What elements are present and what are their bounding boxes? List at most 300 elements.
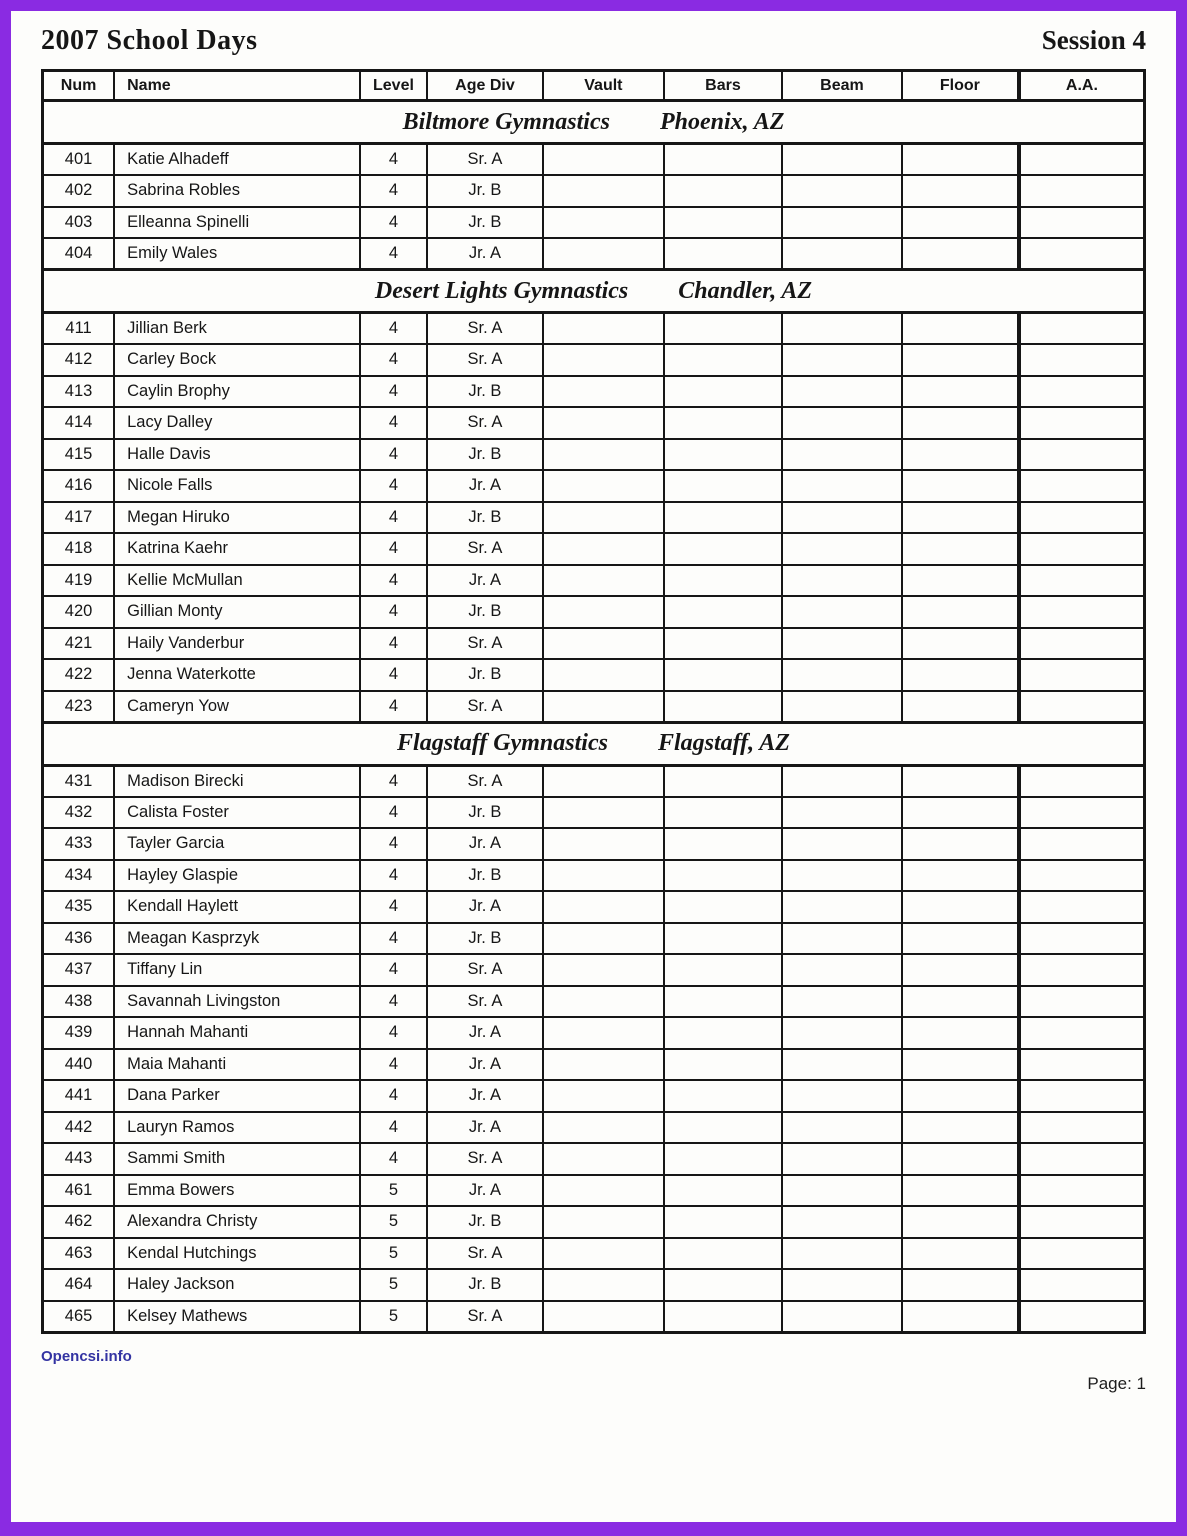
cell-age-div: Jr. A (427, 238, 543, 270)
cell-bars (664, 1143, 782, 1175)
cell-aa (1019, 175, 1145, 207)
cell-bars (664, 1080, 782, 1112)
cell-floor (902, 470, 1019, 502)
cell-name: Tayler Garcia (114, 828, 360, 860)
cell-level: 4 (360, 923, 427, 955)
cell-aa (1019, 691, 1145, 723)
cell-name: Halle Davis (114, 439, 360, 471)
table-row (43, 659, 1145, 691)
cell-age-div: Sr. A (427, 533, 543, 565)
cell-num: 465 (43, 1301, 115, 1333)
cell-beam (782, 891, 902, 923)
table-row (43, 407, 1145, 439)
cell-age-div: Jr. B (427, 923, 543, 955)
cell-vault (543, 1206, 664, 1238)
cell-level: 4 (360, 1080, 427, 1112)
gym-section-row (43, 722, 1145, 765)
cell-aa (1019, 1143, 1145, 1175)
session-label: Session 4 (1041, 25, 1146, 55)
cell-bars (664, 1049, 782, 1081)
table-row (43, 207, 1145, 239)
cell-bars (664, 628, 782, 660)
table-row (43, 1175, 1145, 1207)
cell-vault (543, 659, 664, 691)
cell-beam (782, 596, 902, 628)
cell-aa (1019, 376, 1145, 408)
cell-floor (902, 1206, 1019, 1238)
cell-vault (543, 891, 664, 923)
cell-bars (664, 860, 782, 892)
cell-beam (782, 175, 902, 207)
cell-level: 4 (360, 797, 427, 829)
cell-num: 442 (43, 1112, 115, 1144)
cell-aa (1019, 860, 1145, 892)
cell-age-div: Sr. A (427, 691, 543, 723)
table-row (43, 828, 1145, 860)
cell-vault (543, 1238, 664, 1270)
cell-beam (782, 1080, 902, 1112)
cell-name: Katie Alhadeff (114, 144, 360, 176)
column-header-aa: A.A. (1019, 71, 1145, 101)
cell-aa (1019, 923, 1145, 955)
cell-age-div: Jr. B (427, 860, 543, 892)
cell-age-div: Jr. A (427, 1175, 543, 1207)
cell-age-div: Jr. B (427, 659, 543, 691)
cell-vault (543, 1175, 664, 1207)
cell-aa (1019, 596, 1145, 628)
cell-floor (902, 1143, 1019, 1175)
cell-floor (902, 1301, 1019, 1333)
cell-aa (1019, 954, 1145, 986)
site-link[interactable]: Opencsi.info (41, 1347, 132, 1365)
cell-num: 417 (43, 502, 115, 534)
cell-name: Savannah Livingston (114, 986, 360, 1018)
cell-aa (1019, 565, 1145, 597)
cell-name: Katrina Kaehr (114, 533, 360, 565)
cell-level: 4 (360, 1049, 427, 1081)
cell-age-div: Sr. A (427, 628, 543, 660)
cell-num: 439 (43, 1017, 115, 1049)
cell-vault (543, 533, 664, 565)
cell-vault (543, 1143, 664, 1175)
cell-level: 5 (360, 1175, 427, 1207)
cell-floor (902, 986, 1019, 1018)
cell-floor (902, 376, 1019, 408)
cell-beam (782, 313, 902, 345)
cell-name: Jillian Berk (114, 313, 360, 345)
cell-age-div: Jr. B (427, 207, 543, 239)
cell-aa (1019, 533, 1145, 565)
cell-age-div: Jr. A (427, 1112, 543, 1144)
cell-bars (664, 1238, 782, 1270)
cell-beam (782, 691, 902, 723)
cell-floor (902, 1080, 1019, 1112)
cell-floor (902, 659, 1019, 691)
cell-name: Haily Vanderbur (114, 628, 360, 660)
cell-floor (902, 1175, 1019, 1207)
cell-num: 441 (43, 1080, 115, 1112)
cell-num: 418 (43, 533, 115, 565)
cell-level: 4 (360, 238, 427, 270)
cell-name: Elleanna Spinelli (114, 207, 360, 239)
cell-floor (902, 1049, 1019, 1081)
cell-age-div: Jr. A (427, 891, 543, 923)
cell-beam (782, 238, 902, 270)
table-row (43, 797, 1145, 829)
cell-floor (902, 439, 1019, 471)
cell-beam (782, 1269, 902, 1301)
cell-floor (902, 565, 1019, 597)
cell-age-div: Jr. B (427, 376, 543, 408)
cell-floor (902, 860, 1019, 892)
cell-beam (782, 923, 902, 955)
table-row (43, 1017, 1145, 1049)
cell-bars (664, 923, 782, 955)
cell-bars (664, 344, 782, 376)
cell-name: Emma Bowers (114, 1175, 360, 1207)
column-header-age-div: Age Div (427, 71, 543, 101)
cell-level: 4 (360, 986, 427, 1018)
cell-num: 437 (43, 954, 115, 986)
cell-name: Cameryn Yow (114, 691, 360, 723)
cell-num: 401 (43, 144, 115, 176)
cell-beam (782, 1112, 902, 1144)
column-header-level: Level (360, 71, 427, 101)
gym-section-row (43, 101, 1145, 144)
table-row (43, 891, 1145, 923)
cell-floor (902, 502, 1019, 534)
cell-vault (543, 1080, 664, 1112)
column-header-beam: Beam (782, 71, 902, 101)
cell-aa (1019, 470, 1145, 502)
cell-age-div: Jr. A (427, 565, 543, 597)
cell-aa (1019, 828, 1145, 860)
cell-vault (543, 1049, 664, 1081)
table-row (43, 691, 1145, 723)
column-header-name: Name (114, 71, 360, 101)
table-row (43, 439, 1145, 471)
table-row (43, 502, 1145, 534)
cell-bars (664, 175, 782, 207)
cell-level: 4 (360, 565, 427, 597)
column-header-num: Num (43, 71, 115, 101)
cell-vault (543, 986, 664, 1018)
cell-vault (543, 1017, 664, 1049)
table-row (43, 565, 1145, 597)
cell-num: 416 (43, 470, 115, 502)
cell-level: 4 (360, 954, 427, 986)
cell-vault (543, 470, 664, 502)
cell-num: 463 (43, 1238, 115, 1270)
cell-level: 4 (360, 659, 427, 691)
cell-num: 443 (43, 1143, 115, 1175)
table-row (43, 344, 1145, 376)
cell-name: Lacy Dalley (114, 407, 360, 439)
table-row (43, 596, 1145, 628)
cell-vault (543, 175, 664, 207)
cell-num: 421 (43, 628, 115, 660)
cell-age-div: Sr. A (427, 1143, 543, 1175)
page-footer (41, 1348, 1146, 1394)
cell-floor (902, 691, 1019, 723)
cell-beam (782, 1143, 902, 1175)
cell-level: 5 (360, 1206, 427, 1238)
cell-vault (543, 439, 664, 471)
cell-beam (782, 765, 902, 797)
cell-num: 462 (43, 1206, 115, 1238)
cell-age-div: Sr. A (427, 313, 543, 345)
cell-num: 440 (43, 1049, 115, 1081)
cell-name: Nicole Falls (114, 470, 360, 502)
cell-num: 431 (43, 765, 115, 797)
cell-name: Dana Parker (114, 1080, 360, 1112)
cell-floor (902, 207, 1019, 239)
cell-bars (664, 797, 782, 829)
cell-beam (782, 1017, 902, 1049)
cell-num: 402 (43, 175, 115, 207)
table-row (43, 1269, 1145, 1301)
cell-age-div: Jr. B (427, 439, 543, 471)
cell-aa (1019, 344, 1145, 376)
cell-name: Sabrina Robles (114, 175, 360, 207)
cell-beam (782, 1049, 902, 1081)
table-row (43, 628, 1145, 660)
table-row (43, 860, 1145, 892)
cell-num: 438 (43, 986, 115, 1018)
cell-num: 404 (43, 238, 115, 270)
cell-level: 4 (360, 1017, 427, 1049)
cell-bars (664, 470, 782, 502)
cell-aa (1019, 797, 1145, 829)
cell-floor (902, 954, 1019, 986)
cell-name: Lauryn Ramos (114, 1112, 360, 1144)
cell-beam (782, 439, 902, 471)
cell-bars (664, 1175, 782, 1207)
cell-vault (543, 797, 664, 829)
cell-floor (902, 797, 1019, 829)
table-row (43, 1080, 1145, 1112)
table-row (43, 765, 1145, 797)
cell-num: 415 (43, 439, 115, 471)
cell-vault (543, 954, 664, 986)
cell-bars (664, 565, 782, 597)
cell-bars (664, 207, 782, 239)
cell-bars (664, 238, 782, 270)
cell-aa (1019, 628, 1145, 660)
cell-vault (543, 407, 664, 439)
table-row (43, 175, 1145, 207)
cell-aa (1019, 1301, 1145, 1333)
cell-num: 423 (43, 691, 115, 723)
cell-beam (782, 407, 902, 439)
gym-name: Biltmore Gymnastics (402, 108, 610, 135)
cell-floor (902, 1269, 1019, 1301)
cell-bars (664, 691, 782, 723)
cell-aa (1019, 502, 1145, 534)
cell-num: 420 (43, 596, 115, 628)
cell-floor (902, 923, 1019, 955)
table-row (43, 923, 1145, 955)
cell-age-div: Jr. A (427, 1017, 543, 1049)
cell-level: 4 (360, 439, 427, 471)
table-row (43, 313, 1145, 345)
cell-level: 4 (360, 470, 427, 502)
cell-beam (782, 565, 902, 597)
cell-vault (543, 1301, 664, 1333)
cell-age-div: Jr. B (427, 596, 543, 628)
cell-bars (664, 407, 782, 439)
cell-age-div: Jr. B (427, 502, 543, 534)
cell-aa (1019, 986, 1145, 1018)
cell-level: 4 (360, 313, 427, 345)
cell-level: 4 (360, 376, 427, 408)
cell-level: 4 (360, 1143, 427, 1175)
cell-floor (902, 344, 1019, 376)
cell-num: 436 (43, 923, 115, 955)
cell-num: 413 (43, 376, 115, 408)
cell-aa (1019, 1017, 1145, 1049)
cell-level: 4 (360, 207, 427, 239)
cell-num: 434 (43, 860, 115, 892)
cell-vault (543, 596, 664, 628)
gym-location: Phoenix, AZ (659, 108, 785, 135)
cell-level: 4 (360, 596, 427, 628)
page-number: Page: 1 (1087, 1373, 1146, 1393)
table-row (43, 1238, 1145, 1270)
gym-location: Chandler, AZ (678, 277, 813, 304)
cell-aa (1019, 313, 1145, 345)
cell-bars (664, 1206, 782, 1238)
cell-age-div: Jr. A (427, 828, 543, 860)
cell-name: Tiffany Lin (114, 954, 360, 986)
cell-age-div: Jr. A (427, 1080, 543, 1112)
cell-beam (782, 207, 902, 239)
gym-location: Flagstaff, AZ (657, 730, 790, 756)
cell-floor (902, 144, 1019, 176)
table-row (43, 470, 1145, 502)
cell-name: Gillian Monty (114, 596, 360, 628)
cell-age-div: Jr. B (427, 1206, 543, 1238)
cell-bars (664, 986, 782, 1018)
cell-name: Caylin Brophy (114, 376, 360, 408)
cell-floor (902, 628, 1019, 660)
gym-name: Flagstaff Gymnastics (397, 730, 608, 756)
cell-bars (664, 891, 782, 923)
cell-vault (543, 207, 664, 239)
cell-vault (543, 1269, 664, 1301)
cell-name: Kendal Hutchings (114, 1238, 360, 1270)
cell-num: 411 (43, 313, 115, 345)
cell-beam (782, 659, 902, 691)
column-header-row (43, 71, 1145, 101)
cell-level: 4 (360, 628, 427, 660)
table-row (43, 1206, 1145, 1238)
cell-level: 4 (360, 765, 427, 797)
cell-num: 403 (43, 207, 115, 239)
table-row (43, 238, 1145, 270)
cell-name: Maia Mahanti (114, 1049, 360, 1081)
table-row (43, 533, 1145, 565)
cell-aa (1019, 891, 1145, 923)
cell-beam (782, 1206, 902, 1238)
table-row (43, 986, 1145, 1018)
cell-num: 419 (43, 565, 115, 597)
cell-vault (543, 828, 664, 860)
cell-bars (664, 313, 782, 345)
cell-beam (782, 144, 902, 176)
cell-age-div: Jr. B (427, 1269, 543, 1301)
cell-vault (543, 691, 664, 723)
cell-beam (782, 860, 902, 892)
cell-aa (1019, 1112, 1145, 1144)
cell-age-div: Sr. A (427, 144, 543, 176)
cell-floor (902, 596, 1019, 628)
cell-age-div: Sr. A (427, 765, 543, 797)
cell-age-div: Sr. A (427, 1238, 543, 1270)
cell-level: 4 (360, 407, 427, 439)
cell-age-div: Sr. A (427, 986, 543, 1018)
cell-level: 5 (360, 1269, 427, 1301)
cell-level: 4 (360, 691, 427, 723)
cell-name: Emily Wales (114, 238, 360, 270)
cell-name: Haley Jackson (114, 1269, 360, 1301)
cell-aa (1019, 439, 1145, 471)
cell-floor (902, 765, 1019, 797)
cell-floor (902, 828, 1019, 860)
cell-vault (543, 502, 664, 534)
cell-bars (664, 659, 782, 691)
cell-level: 4 (360, 175, 427, 207)
cell-beam (782, 828, 902, 860)
cell-aa (1019, 1049, 1145, 1081)
cell-name: Sammi Smith (114, 1143, 360, 1175)
cell-age-div: Jr. B (427, 797, 543, 829)
cell-num: 414 (43, 407, 115, 439)
gym-name: Desert Lights Gymnastics (374, 277, 629, 304)
page-header (11, 11, 1176, 69)
cell-beam (782, 797, 902, 829)
cell-name: Hannah Mahanti (114, 1017, 360, 1049)
cell-name: Alexandra Christy (114, 1206, 360, 1238)
cell-beam (782, 986, 902, 1018)
cell-name: Kendall Haylett (114, 891, 360, 923)
cell-age-div: Sr. A (427, 1301, 543, 1333)
cell-vault (543, 860, 664, 892)
cell-age-div: Jr. B (427, 175, 543, 207)
cell-aa (1019, 1080, 1145, 1112)
cell-beam (782, 954, 902, 986)
cell-floor (902, 891, 1019, 923)
cell-bars (664, 954, 782, 986)
table-row (43, 376, 1145, 408)
cell-num: 412 (43, 344, 115, 376)
cell-level: 5 (360, 1238, 427, 1270)
cell-vault (543, 565, 664, 597)
table-row (43, 1112, 1145, 1144)
cell-aa (1019, 207, 1145, 239)
cell-name: Kelsey Mathews (114, 1301, 360, 1333)
cell-aa (1019, 144, 1145, 176)
cell-age-div: Sr. A (427, 954, 543, 986)
cell-bars (664, 596, 782, 628)
cell-name: Megan Hiruko (114, 502, 360, 534)
cell-num: 464 (43, 1269, 115, 1301)
cell-floor (902, 175, 1019, 207)
cell-name: Jenna Waterkotte (114, 659, 360, 691)
cell-aa (1019, 659, 1145, 691)
cell-floor (902, 533, 1019, 565)
cell-level: 4 (360, 533, 427, 565)
